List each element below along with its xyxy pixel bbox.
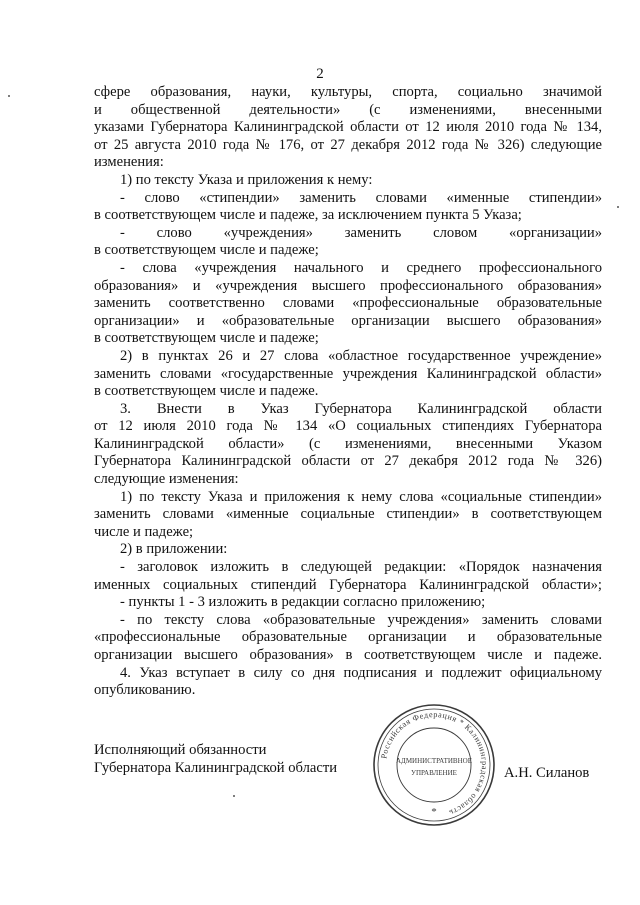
seal-center-line: УПРАВЛЕНИЕ — [411, 769, 457, 777]
text-line: заменить словами «именные социальные стипендии» в соответствующем — [94, 506, 602, 523]
text-line: 3. Внести в Указ Губернатора Калининградской области — [120, 400, 602, 417]
scan-speck — [617, 206, 619, 208]
text-line: - пункты 1 - 3 изложить в редакции согласно приложению; — [120, 594, 486, 611]
text-line: в соответствующем числе и падеже; — [94, 242, 319, 259]
text-line: 2) в приложении: — [120, 541, 228, 558]
seal-graphic — [372, 703, 496, 827]
text-line: указами Губернатора Калининградской области от 12 июля 2010 года № 134, — [94, 119, 602, 136]
signatory-name: А.Н. Силанов — [504, 765, 590, 781]
official-seal — [372, 703, 496, 827]
text-line: 1) по тексту Указа и приложения к нему: — [120, 171, 373, 188]
text-line: Калининградской области» (с изменениями, внесенными Указом — [94, 435, 602, 452]
text-line: - заголовок изложить в следующей редакции: «Порядок назначения — [120, 559, 602, 576]
signatory-title-line: Исполняющий обязанности — [94, 742, 267, 758]
scan-speck — [8, 95, 10, 97]
text-line: в соответствующем числе и падеже. — [94, 383, 319, 400]
text-line: в соответствующем числе и падеже; — [94, 330, 319, 347]
text-line: 4. Указ вступает в силу со дня подписания и подлежит официальному — [120, 664, 602, 681]
text-line: - слово «учреждения» заменить словом «организации» — [120, 224, 602, 241]
document-body — [94, 84, 602, 700]
text-line: именных социальных стипендий Губернатора Калининградской области»; — [94, 576, 602, 593]
scan-speck — [233, 795, 235, 797]
text-line: заменить соответственно словами «профессиональные образовательные — [94, 295, 602, 312]
text-line: заменить словами «государственные учреждения Калининградской области» — [94, 365, 602, 382]
text-line: сфере образования, науки, культуры, спорта, социально значимой — [94, 84, 602, 100]
text-line: «профессиональные образовательные организации и образовательные — [94, 629, 602, 646]
text-line: организации» и «образовательные организации высшего образования» — [94, 312, 602, 329]
seal-center-line: АДМИНИСТРАТИВНОЕ — [396, 757, 472, 765]
seal-ring-text: Российская Федерация * Калининградская область — [379, 709, 490, 818]
text-line: от 25 августа 2010 года № 176, от 27 декабря 2012 года № 326) следующие — [94, 136, 602, 153]
text-line: - слово «стипендии» заменить словами «именные стипендии» — [120, 189, 602, 206]
text-line: числе и падеже; — [94, 523, 194, 540]
text-line: образования» и «учреждения высшего профессионального образования» — [94, 277, 602, 294]
text-line: 2) в пунктах 26 и 27 слова «областное государственное учреждение» — [120, 347, 602, 364]
text-line: опубликованию. — [94, 682, 196, 699]
page-number: 2 — [316, 66, 324, 82]
text-line: изменения: — [94, 154, 164, 171]
text-line: от 12 июля 2010 года № 134 «О социальных стипендиях Губернатора — [94, 418, 602, 435]
text-line: 1) по тексту Указа и приложения к нему слова «социальные стипендии» — [120, 488, 602, 505]
signatory-title-line: Губернатора Калининградской области — [94, 760, 338, 776]
seal-star: * — [431, 806, 437, 818]
text-line: и общественной деятельности» (с изменениями, внесенными — [94, 101, 602, 118]
text-line: следующие изменения: — [94, 471, 239, 488]
text-line: Губернатора Калининградской области от 27 декабря 2012 года № 326) — [94, 453, 602, 470]
text-line: в соответствующем числе и падеже, за исключением пункта 5 Указа; — [94, 207, 522, 224]
text-line: - по тексту слова «образовательные учреждения» заменить словами — [120, 611, 602, 628]
text-line: организации высшего образования» в соответствующем числе и падеже. — [94, 647, 602, 663]
text-line: - слова «учреждения начального и среднего профессионального — [120, 259, 602, 276]
